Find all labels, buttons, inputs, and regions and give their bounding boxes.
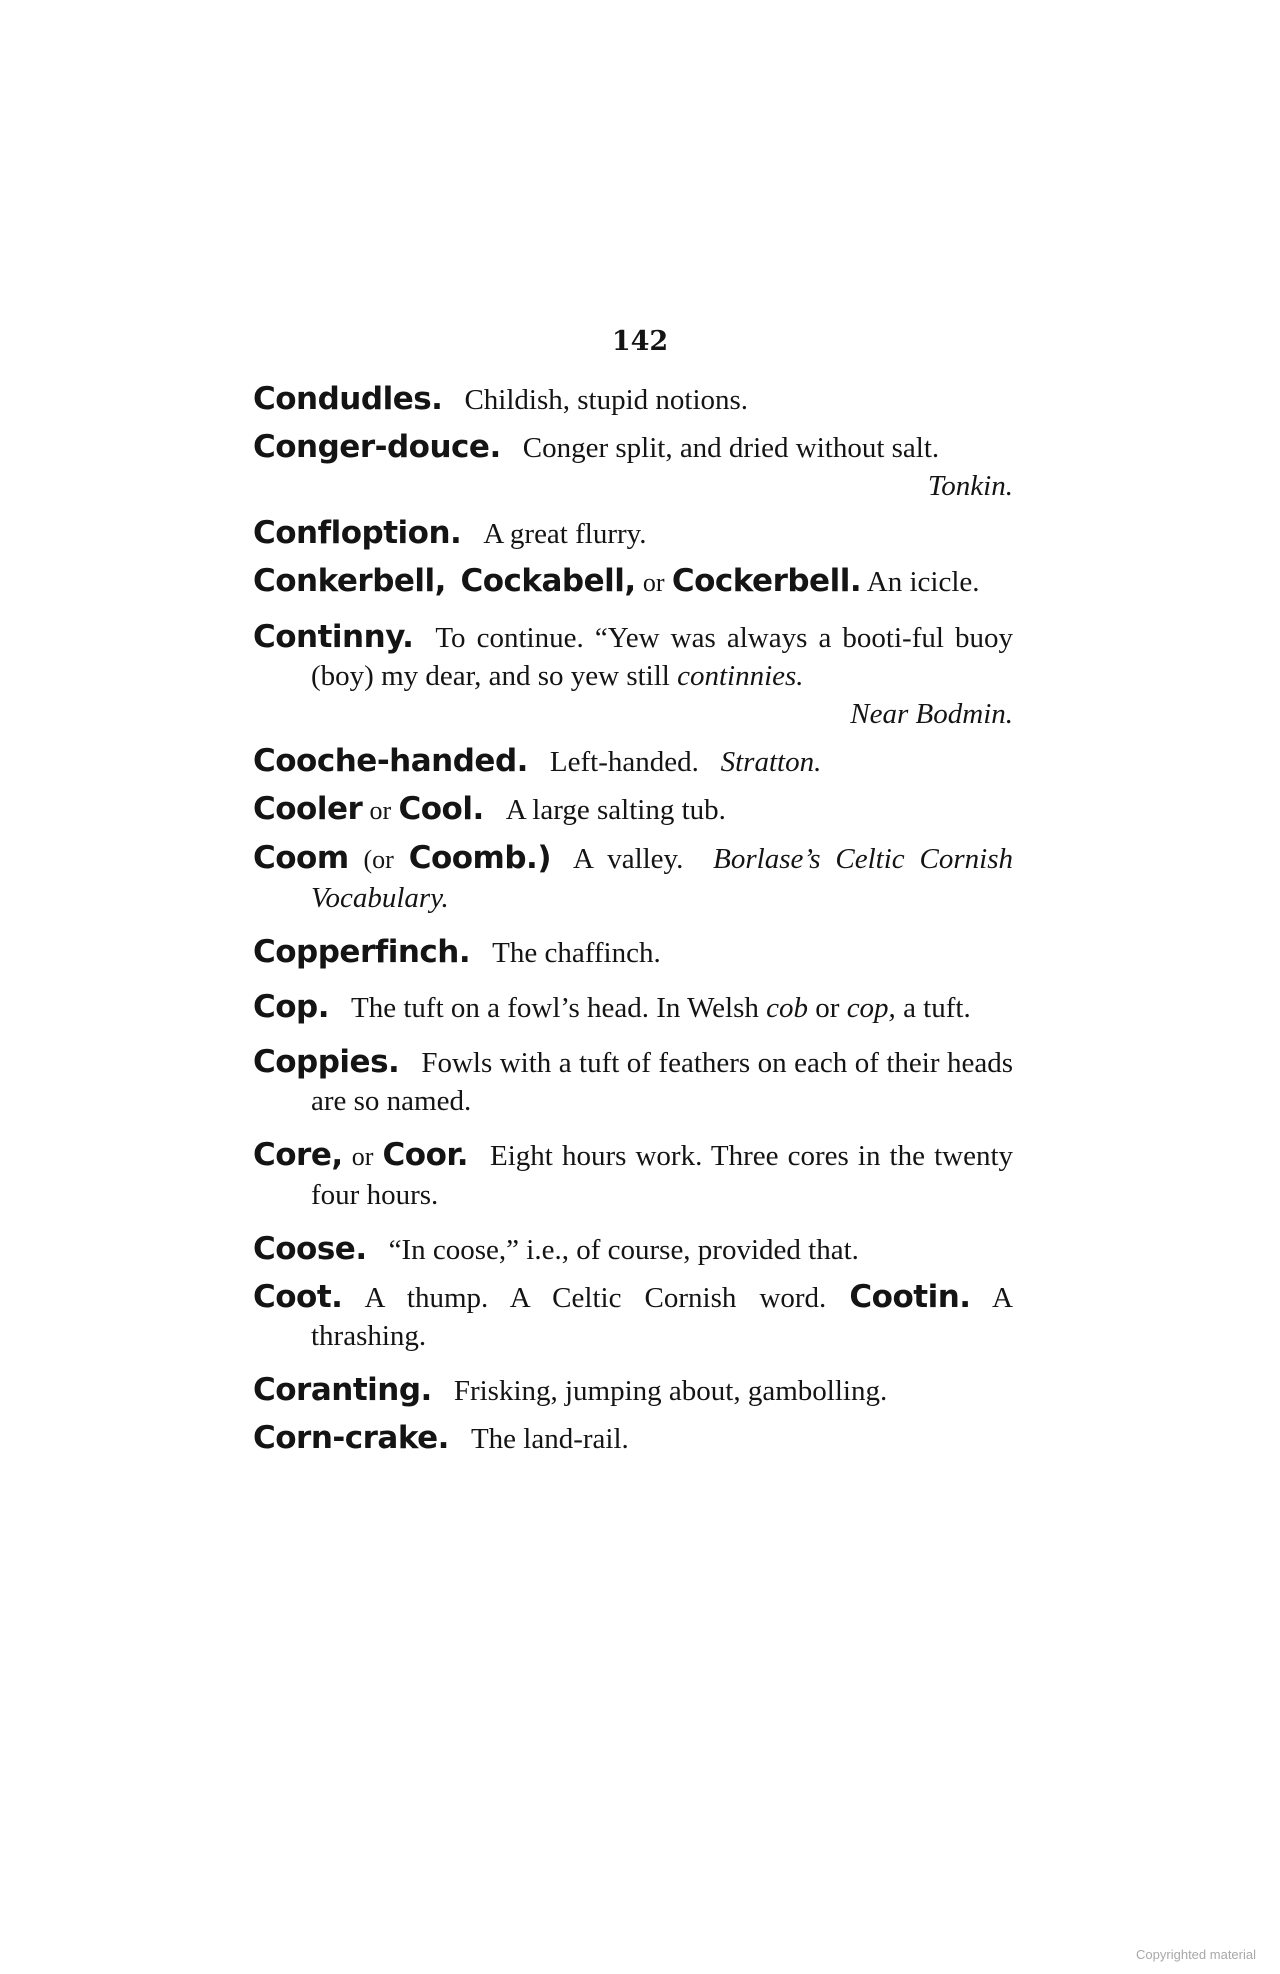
definition: An icicle. [866,566,980,598]
headword: Cooler [253,791,363,827]
source-citation: Stratton. [720,746,822,778]
entry-coose [253,1230,1013,1269]
dictionary-entries [253,380,1013,1458]
headword: Cooche-handed. [253,743,528,779]
definition: A thrashing. [311,1282,1013,1352]
definition-tail: a tuft. [903,992,971,1024]
definition: “In coose,” i.e., of course, provided that. [388,1234,859,1266]
source-citation: Tonkin. [927,470,1013,502]
headword-variant: Cootin. [849,1279,971,1315]
headword: Continny. [253,619,414,655]
headword-variant: Coomb.) [408,840,551,876]
definition: The chaffinch. [492,937,661,969]
entry-cooche-handed [253,742,1013,781]
definition: Eight hours work. Three cores in the twenty four hours. [311,1140,1014,1211]
entry-coot [253,1278,1013,1355]
headword: Coose. [253,1231,367,1267]
entry-core [253,1136,1013,1214]
connector: (or [363,845,394,874]
entry-coom [253,839,1013,917]
definition: To continue. “Yew was always a booti-ful buoy (boy) my dear, and so yew still [311,622,1013,692]
definition: Frisking, jumping about, gambolling. [453,1375,888,1407]
source-citation: Borlase’s Celtic Cornish Vocabulary. [311,843,1013,914]
page-number: 142 [611,326,669,357]
definition: A valley. [573,843,684,875]
headword: Conger-douce. [253,429,501,465]
entry-confloption [253,514,1013,553]
entry-condudles [253,380,1013,419]
headword: Core, [253,1137,343,1173]
headword: Cop. [253,989,330,1025]
headword-variant: Cockerbell. [671,563,862,599]
definition: Childish, stupid notions. [464,384,749,416]
entry-conger-douce [253,428,1013,505]
definition: Conger split, and dried without salt. [522,432,940,464]
definition: A great flurry. [483,518,647,550]
italic-term: continnies. [677,660,804,692]
headword-variant: Coor. [382,1137,469,1173]
entry-cop [253,988,1013,1027]
connector: or [369,796,392,825]
definition: Left-handed. [549,746,699,778]
entry-coranting [253,1371,1013,1410]
copyright-watermark: Copyrighted material [1136,1947,1256,1962]
headword: Conkerbell, [253,563,446,599]
definition: The tuft on a fowl’s head. In Welsh [351,992,759,1024]
entry-coppies [253,1043,1013,1120]
headword-variant: Cool. [398,791,484,827]
headword: Confloption. [253,515,462,551]
italic-term: cob [766,992,809,1024]
entry-continny [253,618,1013,733]
headword: Corn-crake. [253,1420,449,1456]
definition: Fowls with a tuft of feathers on each of their heads are so named. [311,1047,1013,1117]
definition: The land-rail. [470,1423,629,1455]
headword: Coppies. [253,1044,400,1080]
source-citation: Near Bodmin. [850,698,1013,730]
entry-cooler [253,790,1013,830]
entry-copperfinch [253,933,1013,972]
headword: Condudles. [253,381,443,417]
definition: A large salting tub. [505,794,726,826]
definition-connector: or [815,992,840,1024]
definition: A thump. A Celtic Cornish word. [364,1282,827,1314]
entry-conkerbell [253,562,1013,602]
headword: Coot. [253,1279,343,1315]
connector: or [642,568,665,597]
headword: Coranting. [253,1372,432,1408]
headword: Copperfinch. [253,934,471,970]
entry-corn-crake [253,1419,1013,1458]
headword-variant: Cockabell, [460,563,636,599]
headword: Coom [253,840,349,876]
italic-term: cop, [846,992,896,1024]
connector: or [351,1142,374,1171]
